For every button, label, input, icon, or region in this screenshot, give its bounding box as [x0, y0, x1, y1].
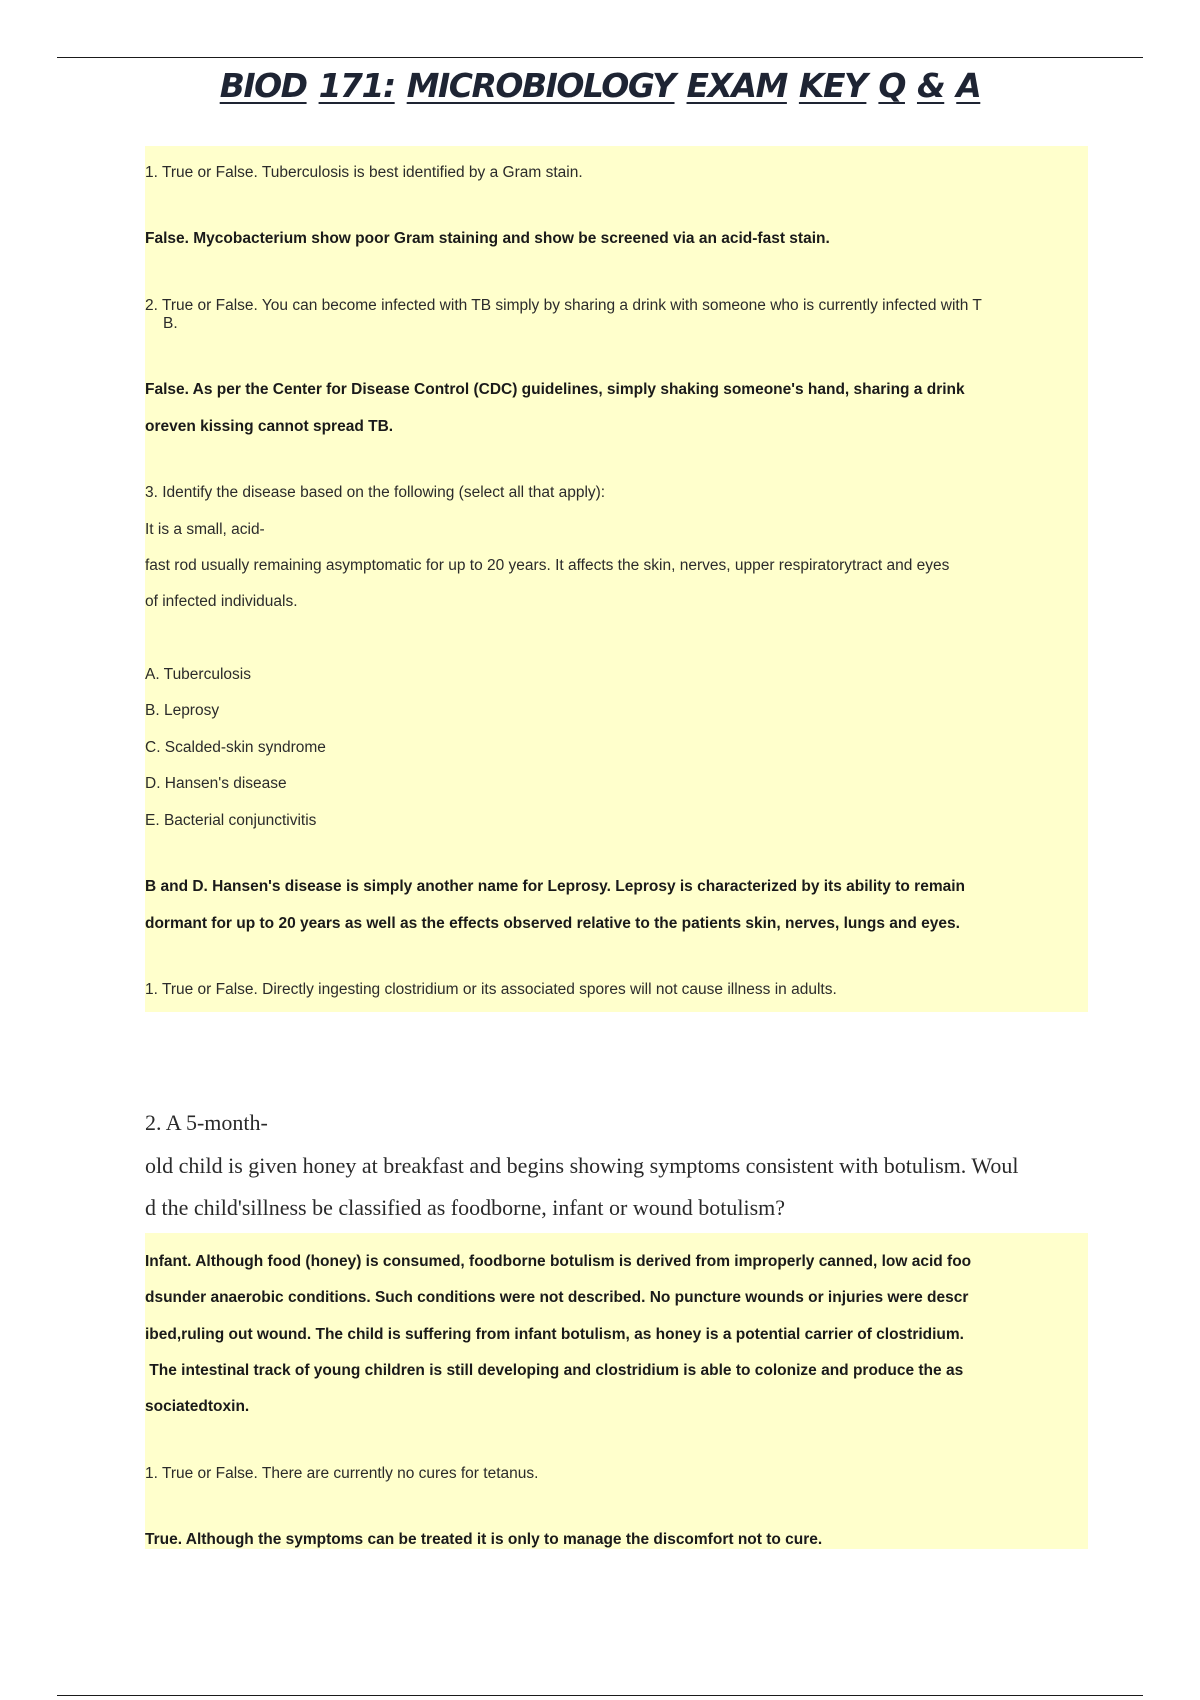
answer-5-line-2: dsunder anaerobic conditions. Such conditions were not described. No puncture wounds or injuries were descr — [145, 1289, 969, 1306]
option-a: A. Tuberculosis — [145, 666, 251, 683]
question-3-line-4: of infected individuals. — [145, 593, 298, 610]
question-2-continued: B. — [163, 315, 178, 332]
title-word: KEY — [798, 66, 867, 105]
title-word: 171: — [318, 66, 395, 105]
question-1: 1. True or False. Tuberculosis is best identified by a Gram stain. — [145, 164, 583, 181]
question-5-line-3: d the child'sillness be classified as foodborne, infant or wound botulism? — [145, 1195, 786, 1220]
answer-2-continued: oreven kissing cannot spread TB. — [145, 418, 394, 435]
option-e: E. Bacterial conjunctivitis — [145, 812, 317, 829]
title-word: Q — [878, 66, 905, 105]
question-2: 2. True or False. You can become infected with TB simply by sharing a drink with someone who is currently infected with T — [145, 297, 982, 314]
answer-5-line-4: The intestinal track of young children is still developing and clostridium is able to colonize and produce the as — [145, 1362, 964, 1379]
option-d: D. Hansen's disease — [145, 775, 287, 792]
title-word: MICROBIOLOGY — [406, 66, 675, 105]
bottom-rule — [57, 1695, 1143, 1696]
option-c: C. Scalded-skin syndrome — [145, 739, 326, 756]
question-5: 2. A 5-month- — [145, 1110, 268, 1135]
answer-6: True. Although the symptoms can be treated it is only to manage the discomfort not to cure. — [145, 1531, 823, 1548]
answer-5: Infant. Although food (honey) is consumed, foodborne botulism is derived from improperly canned, low acid foo — [145, 1253, 972, 1270]
answer-1: False. Mycobacterium show poor Gram staining and show be screened via an acid-fast stain. — [145, 230, 830, 247]
question-3-line-3: fast rod usually remaining asymptomatic for up to 20 years. It affects the skin, nerves, upper respiratorytract and eyes — [145, 557, 950, 574]
title-word: & — [916, 66, 945, 105]
question-5-line-2: old child is given honey at breakfast and begins showing symptoms consistent with botulism. Woul — [145, 1153, 1019, 1178]
answer-5-line-5: sociatedtoxin. — [145, 1398, 250, 1415]
title-word: EXAM — [686, 66, 787, 105]
question-4: 1. True or False. Directly ingesting clostridium or its associated spores will not cause illness in adults. — [145, 981, 837, 998]
question-3: 3. Identify the disease based on the following (select all that apply): — [145, 484, 606, 501]
option-b: B. Leprosy — [145, 702, 220, 719]
title-word: A — [956, 66, 981, 105]
page-title — [0, 66, 1200, 105]
top-rule — [57, 57, 1143, 58]
answer-3-continued: dormant for up to 20 years as well as the effects observed relative to the patients skin, nerves, lungs and eyes. — [145, 915, 960, 932]
answer-3: B and D. Hansen's disease is simply another name for Leprosy. Leprosy is characterized by its ability to remain — [145, 878, 966, 895]
answer-2: False. As per the Center for Disease Control (CDC) guidelines, simply shaking someone's hand, sharing a drink — [145, 381, 965, 398]
title-word: BIOD — [219, 66, 307, 105]
answer-5-line-3: ibed,ruling out wound. The child is suffering from infant botulism, as honey is a potential carrier of clostridium. — [145, 1326, 964, 1343]
highlight-block-2 — [145, 1233, 1088, 1549]
question-6: 1. True or False. There are currently no cures for tetanus. — [145, 1465, 539, 1482]
question-3-line-2: It is a small, acid- — [145, 521, 265, 538]
